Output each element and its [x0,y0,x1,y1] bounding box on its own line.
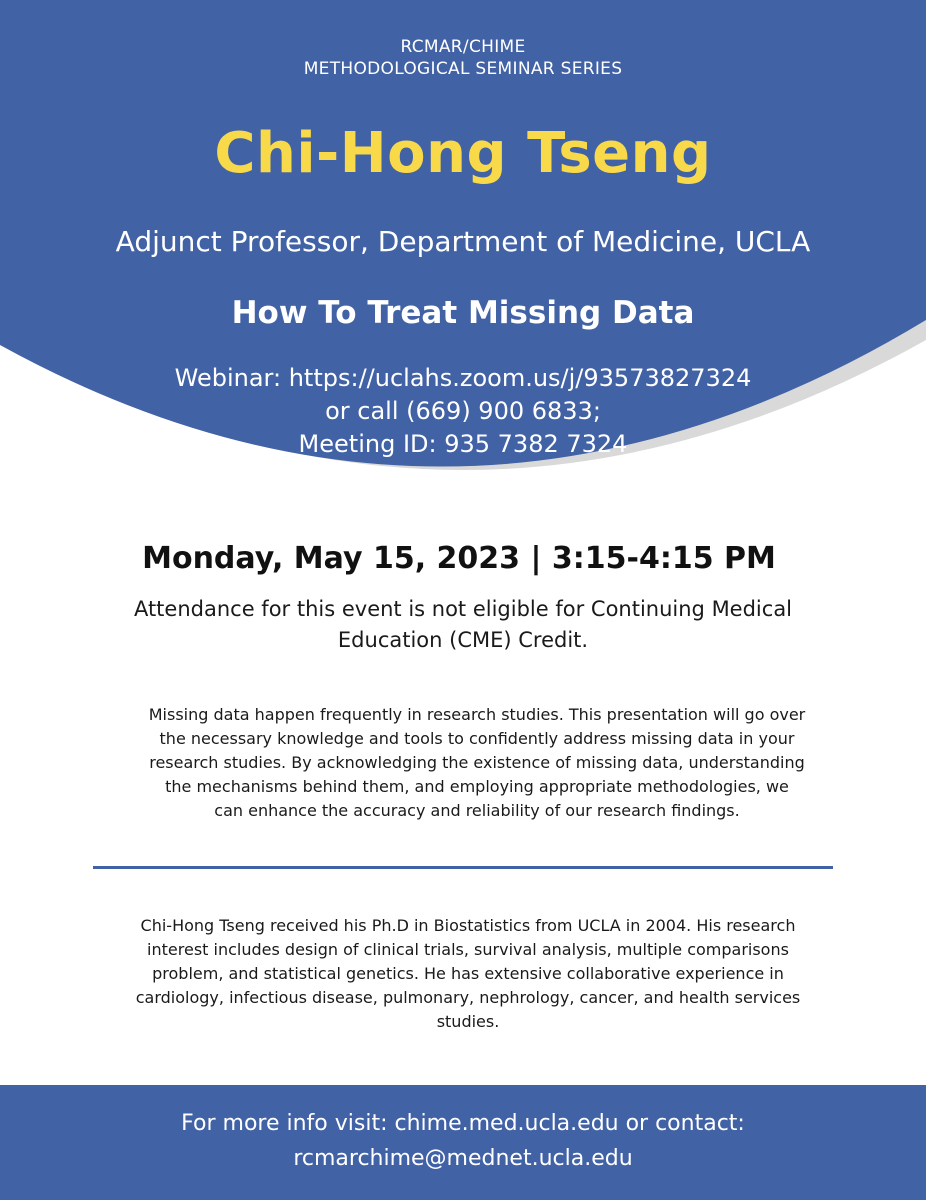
talk-title: How To Treat Missing Data [231,295,695,331]
footer-bar [0,1085,926,1200]
meeting-id: Meeting ID: 935 7382 7324 [298,430,628,458]
speaker-affiliation: Adjunct Professor, Department of Medicine, UCLA [115,225,811,258]
abstract-line: the mechanisms behind them, and employing appropriate methodologies, we [165,777,789,796]
footer-email[interactable]: rcmarchime@mednet.ucla.edu [293,1146,633,1171]
abstract-line: the necessary knowledge and tools to confidently address missing data in your [159,729,795,748]
speaker-name: Chi-Hong Tseng [214,121,712,186]
abstract-line: research studies. By acknowledging the existence of missing data, understanding [149,753,805,772]
bio-line: problem, and statistical genetics. He has extensive collaborative experience in [152,964,784,983]
bio-line: studies. [436,1012,500,1031]
phone-number: or call (669) 900 6833; [325,397,601,425]
abstract-line: can enhance the accuracy and reliability of our research findings. [214,801,740,820]
event-datetime: Monday, May 15, 2023 | 3:15-4:15 PM [142,541,776,576]
cme-notice [13,594,913,656]
footer-website-line[interactable]: For more info visit: chime.med.ucla.edu or contact: [181,1111,745,1136]
section-divider [93,866,833,869]
webinar-link[interactable]: Webinar: https://uclahs.zoom.us/j/93573827324 [174,364,752,392]
talk-abstract [82,703,872,823]
series-subtitle: METHODOLOGICAL SEMINAR SERIES [303,59,623,79]
cme-notice-line: Attendance for this event is not eligible for Continuing Medical [133,597,793,621]
seminar-series-label [0,36,926,80]
bio-line: Chi-Hong Tseng received his Ph.D in Biostatistics from UCLA in 2004. His research [140,916,796,935]
series-name: RCMAR/CHIME [400,37,526,57]
cme-notice-line: Education (CME) Credit. [337,628,589,652]
footer-contact [0,1106,926,1176]
bio-line: cardiology, infectious disease, pulmonary, nephrology, cancer, and health services [135,988,801,1007]
speaker-bio [70,914,866,1034]
abstract-line: Missing data happen frequently in research studies. This presentation will go over [148,705,806,724]
webinar-info [0,362,926,461]
bio-line: interest includes design of clinical trials, survival analysis, multiple comparisons [147,940,789,959]
